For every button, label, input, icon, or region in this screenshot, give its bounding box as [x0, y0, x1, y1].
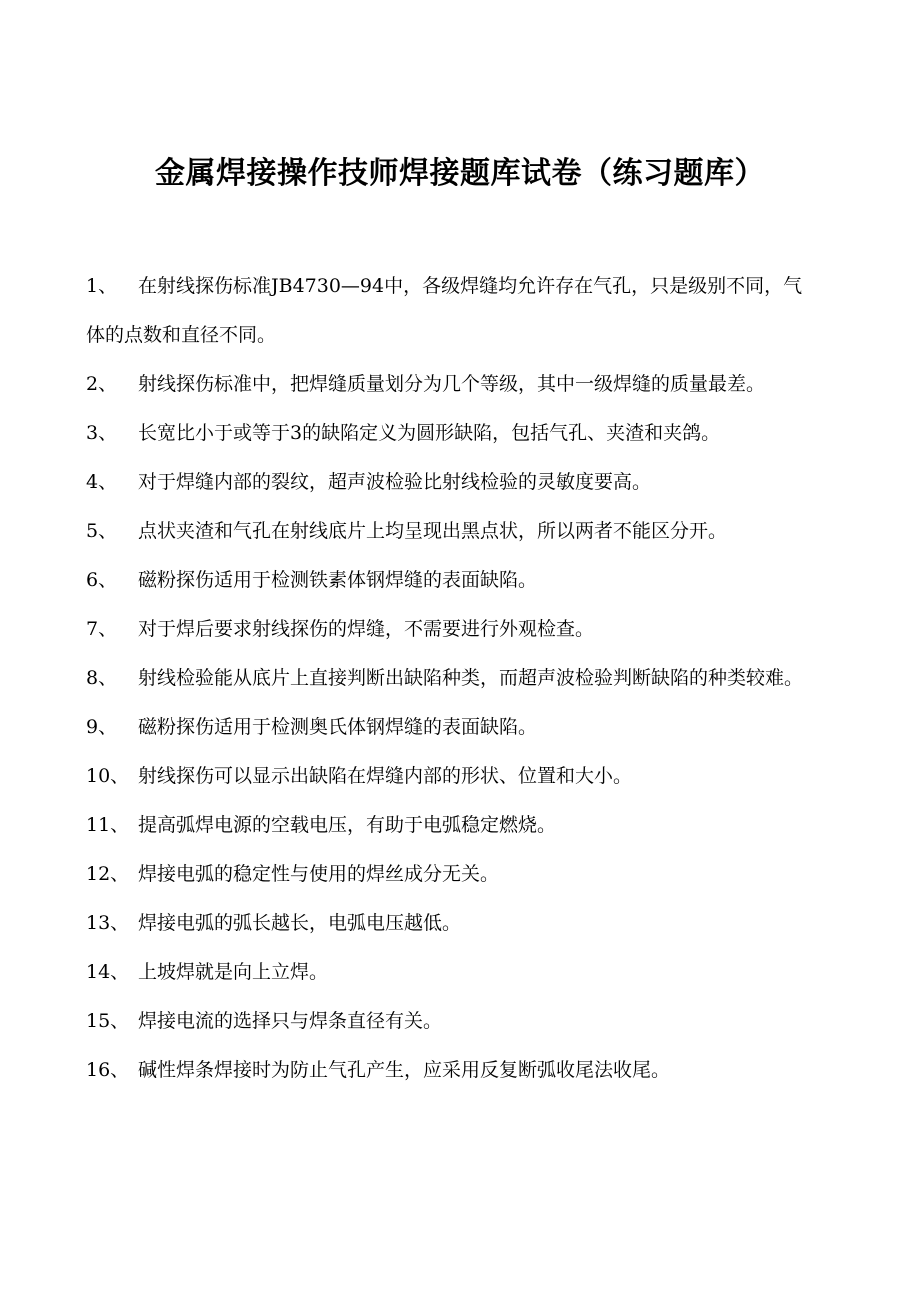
question-text: 焊接电流的选择只与焊条直径有关。 [138, 1010, 443, 1032]
question-number: 6、 [86, 569, 118, 591]
question-text: 对于焊缝内部的裂纹，超声波检验比射线检验的灵敏度要高。 [138, 471, 652, 493]
question-number: 3、 [86, 422, 118, 444]
question-text: 射线探伤可以显示出缺陷在焊缝内部的形状、位置和大小。 [138, 765, 633, 787]
question-text: 射线检验能从底片上直接判断出缺陷种类，而超声波检验判断缺陷的种类较难。 [138, 667, 804, 689]
question-number: 13、 [86, 912, 130, 934]
question-number: 10、 [86, 765, 130, 787]
question-item [86, 1046, 816, 1095]
question-item [86, 654, 816, 703]
question-text: 对于焊后要求射线探伤的焊缝，不需要进行外观检查。 [138, 618, 595, 640]
question-item [86, 752, 816, 801]
question-number: 1、 [86, 275, 118, 297]
question-item [86, 458, 816, 507]
question-item [86, 262, 816, 360]
question-number: 5、 [86, 520, 118, 542]
question-item [86, 556, 816, 605]
question-number: 16、 [86, 1059, 130, 1081]
question-text: 射线探伤标准中，把焊缝质量划分为几个等级，其中一级焊缝的质量最差。 [138, 373, 766, 395]
page-title: 金属焊接操作技师焊接题库试卷（练习题库） [155, 156, 765, 192]
question-item [86, 997, 816, 1046]
question-text: 磁粉探伤适用于检测铁素体钢焊缝的表面缺陷。 [138, 569, 538, 591]
question-text: 在射线探伤标准JB4730—94中，各级焊缝均允许存在气孔，只是级别不同，气体的点数和直径不同。 [86, 275, 803, 346]
question-number: 4、 [86, 471, 118, 493]
question-text: 焊接电弧的弧长越长，电弧电压越低。 [138, 912, 462, 934]
question-number: 12、 [86, 863, 130, 885]
question-item [86, 801, 816, 850]
question-number: 15、 [86, 1010, 130, 1032]
question-number: 7、 [86, 618, 118, 640]
question-item [86, 899, 816, 948]
question-number: 2、 [86, 373, 118, 395]
question-item [86, 360, 816, 409]
question-list [86, 262, 816, 1095]
question-text: 上坡焊就是向上立焊。 [138, 961, 329, 983]
question-text: 焊接电弧的稳定性与使用的焊丝成分无关。 [138, 863, 500, 885]
question-number: 8、 [86, 667, 118, 689]
question-item [86, 850, 816, 899]
question-text: 点状夹渣和气孔在射线底片上均呈现出黑点状，所以两者不能区分开。 [138, 520, 728, 542]
question-text: 提高弧焊电源的空载电压，有助于电弧稳定燃烧。 [138, 814, 557, 836]
question-text: 磁粉探伤适用于检测奥氏体钢焊缝的表面缺陷。 [138, 716, 538, 738]
question-text: 碱性焊条焊接时为防止气孔产生，应采用反复断弧收尾法收尾。 [138, 1059, 671, 1081]
question-number: 14、 [86, 961, 130, 983]
question-number: 11、 [86, 814, 130, 836]
question-number: 9、 [86, 716, 118, 738]
question-item [86, 948, 816, 997]
question-item [86, 507, 816, 556]
question-item [86, 703, 816, 752]
question-item [86, 605, 816, 654]
question-item [86, 409, 816, 458]
question-text: 长宽比小于或等于3的缺陷定义为圆形缺陷，包括气孔、夹渣和夹鸽。 [138, 422, 721, 444]
